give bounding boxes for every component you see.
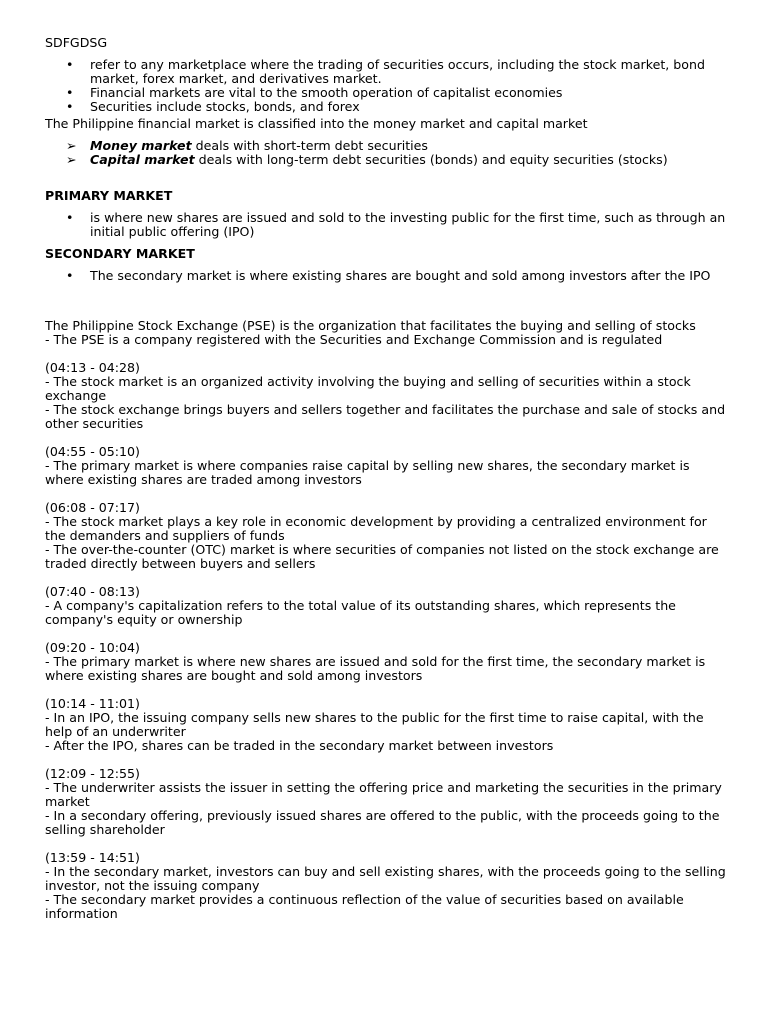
bullet-text: Financial markets are vital to the smooth operation of capitalist economies [90,85,563,100]
secondary-market-heading: SECONDARY MARKET [45,246,195,261]
timestamp: (04:13 - 04:28) [45,360,140,375]
note-line: - After the IPO, shares can be traded in the secondary market between investors [45,738,554,753]
list-item [45,86,728,100]
note-entry [45,697,728,753]
note-line: - The stock market plays a key role in economic development by providing a centralized environment for the demanders and suppliers of funds [45,514,707,543]
note-line: - In the secondary market, investors can buy and sell existing shares, with the proceeds going to the selling investor, not the issuing company [45,864,726,893]
list-item [45,100,728,114]
term-description: deals with long-term debt securities (bonds) and equity securities (stocks) [194,152,668,167]
intro-bullet-list [45,58,728,114]
list-item [45,269,728,283]
bullet-icon: • [66,210,74,225]
bullet-text: The secondary market is where existing shares are bought and sold among investors after the IPO [90,268,711,283]
bullet-text: Securities include stocks, bonds, and forex [90,99,360,114]
arrow-bullet-icon: ➢ [66,138,77,153]
note-entry [45,851,728,921]
timestamp: (09:20 - 10:04) [45,640,140,655]
note-line: - The over-the-counter (OTC) market is where securities of companies not listed on the stock exchange are traded directly between buyers and sellers [45,542,719,571]
timestamp: (10:14 - 11:01) [45,696,140,711]
note-entry [45,445,728,487]
bullet-text: is where new shares are issued and sold to the investing public for the first time, such as through an initial public offering (IPO) [90,210,726,239]
arrow-bullet-icon: ➢ [66,152,77,167]
timestamp: (13:59 - 14:51) [45,850,140,865]
secondary-bullet-list [45,269,728,283]
list-item [45,58,728,86]
list-item [45,153,728,167]
classification-text: The Philippine financial market is classified into the money market and capital market [45,116,588,131]
note-line: - In an IPO, the issuing company sells new shares to the public for the first time to raise capital, with the help of an underwriter [45,710,704,739]
term-description: deals with short-term debt securities [191,138,428,153]
note-line: - In a secondary offering, previously issued shares are offered to the public, with the proceeds going to the selling shareholder [45,808,720,837]
note-entry [45,641,728,683]
note-line: - The underwriter assists the issuer in setting the offering price and marketing the securities in the primary market [45,780,722,809]
primary-market-heading: PRIMARY MARKET [45,188,173,203]
note-line: - The primary market is where companies raise capital by selling new shares, the secondary market is where existing shares are traded among investors [45,458,690,487]
bullet-icon: • [66,57,74,72]
note-entry [45,361,728,431]
note-line: - The stock market is an organized activity involving the buying and selling of securities within a stock exchange [45,374,691,403]
list-item [45,211,728,239]
note-entry [45,585,728,627]
note-line: - A company's capitalization refers to the total value of its outstanding shares, which represents the company's equity or ownership [45,598,676,627]
primary-bullet-list [45,211,728,239]
note-line: - The stock exchange brings buyers and sellers together and facilitates the purchase and sale of stocks and other securities [45,402,726,431]
pse-section [45,319,728,347]
note-entry [45,501,728,571]
note-line: - The primary market is where new shares are issued and sold for the first time, the secondary market is where existing shares are bought and sold among investors [45,654,706,683]
timestamp: (12:09 - 12:55) [45,766,140,781]
note-entry [45,767,728,837]
arrow-bullet-list [45,139,728,167]
timestamp: (06:08 - 07:17) [45,500,140,515]
bullet-icon: • [66,99,74,114]
pse-line: - The PSE is a company registered with the Securities and Exchange Commission and is regulated [45,332,663,347]
term-capital-market: Capital market [90,152,195,167]
timestamped-notes [45,361,728,921]
timestamp: (07:40 - 08:13) [45,584,140,599]
term-money-market: Money market [90,138,192,153]
doc-title: SDFGDSG [45,35,108,50]
note-line: - The secondary market provides a continuous reflection of the value of securities based on available information [45,892,684,921]
bullet-icon: • [66,268,74,283]
bullet-text: refer to any marketplace where the trading of securities occurs, including the stock market, bond market, forex market, and derivatives market. [90,57,705,86]
list-item [45,139,728,153]
timestamp: (04:55 - 05:10) [45,444,140,459]
bullet-icon: • [66,85,74,100]
pse-line: The Philippine Stock Exchange (PSE) is the organization that facilitates the buying and selling of stocks [45,318,696,333]
